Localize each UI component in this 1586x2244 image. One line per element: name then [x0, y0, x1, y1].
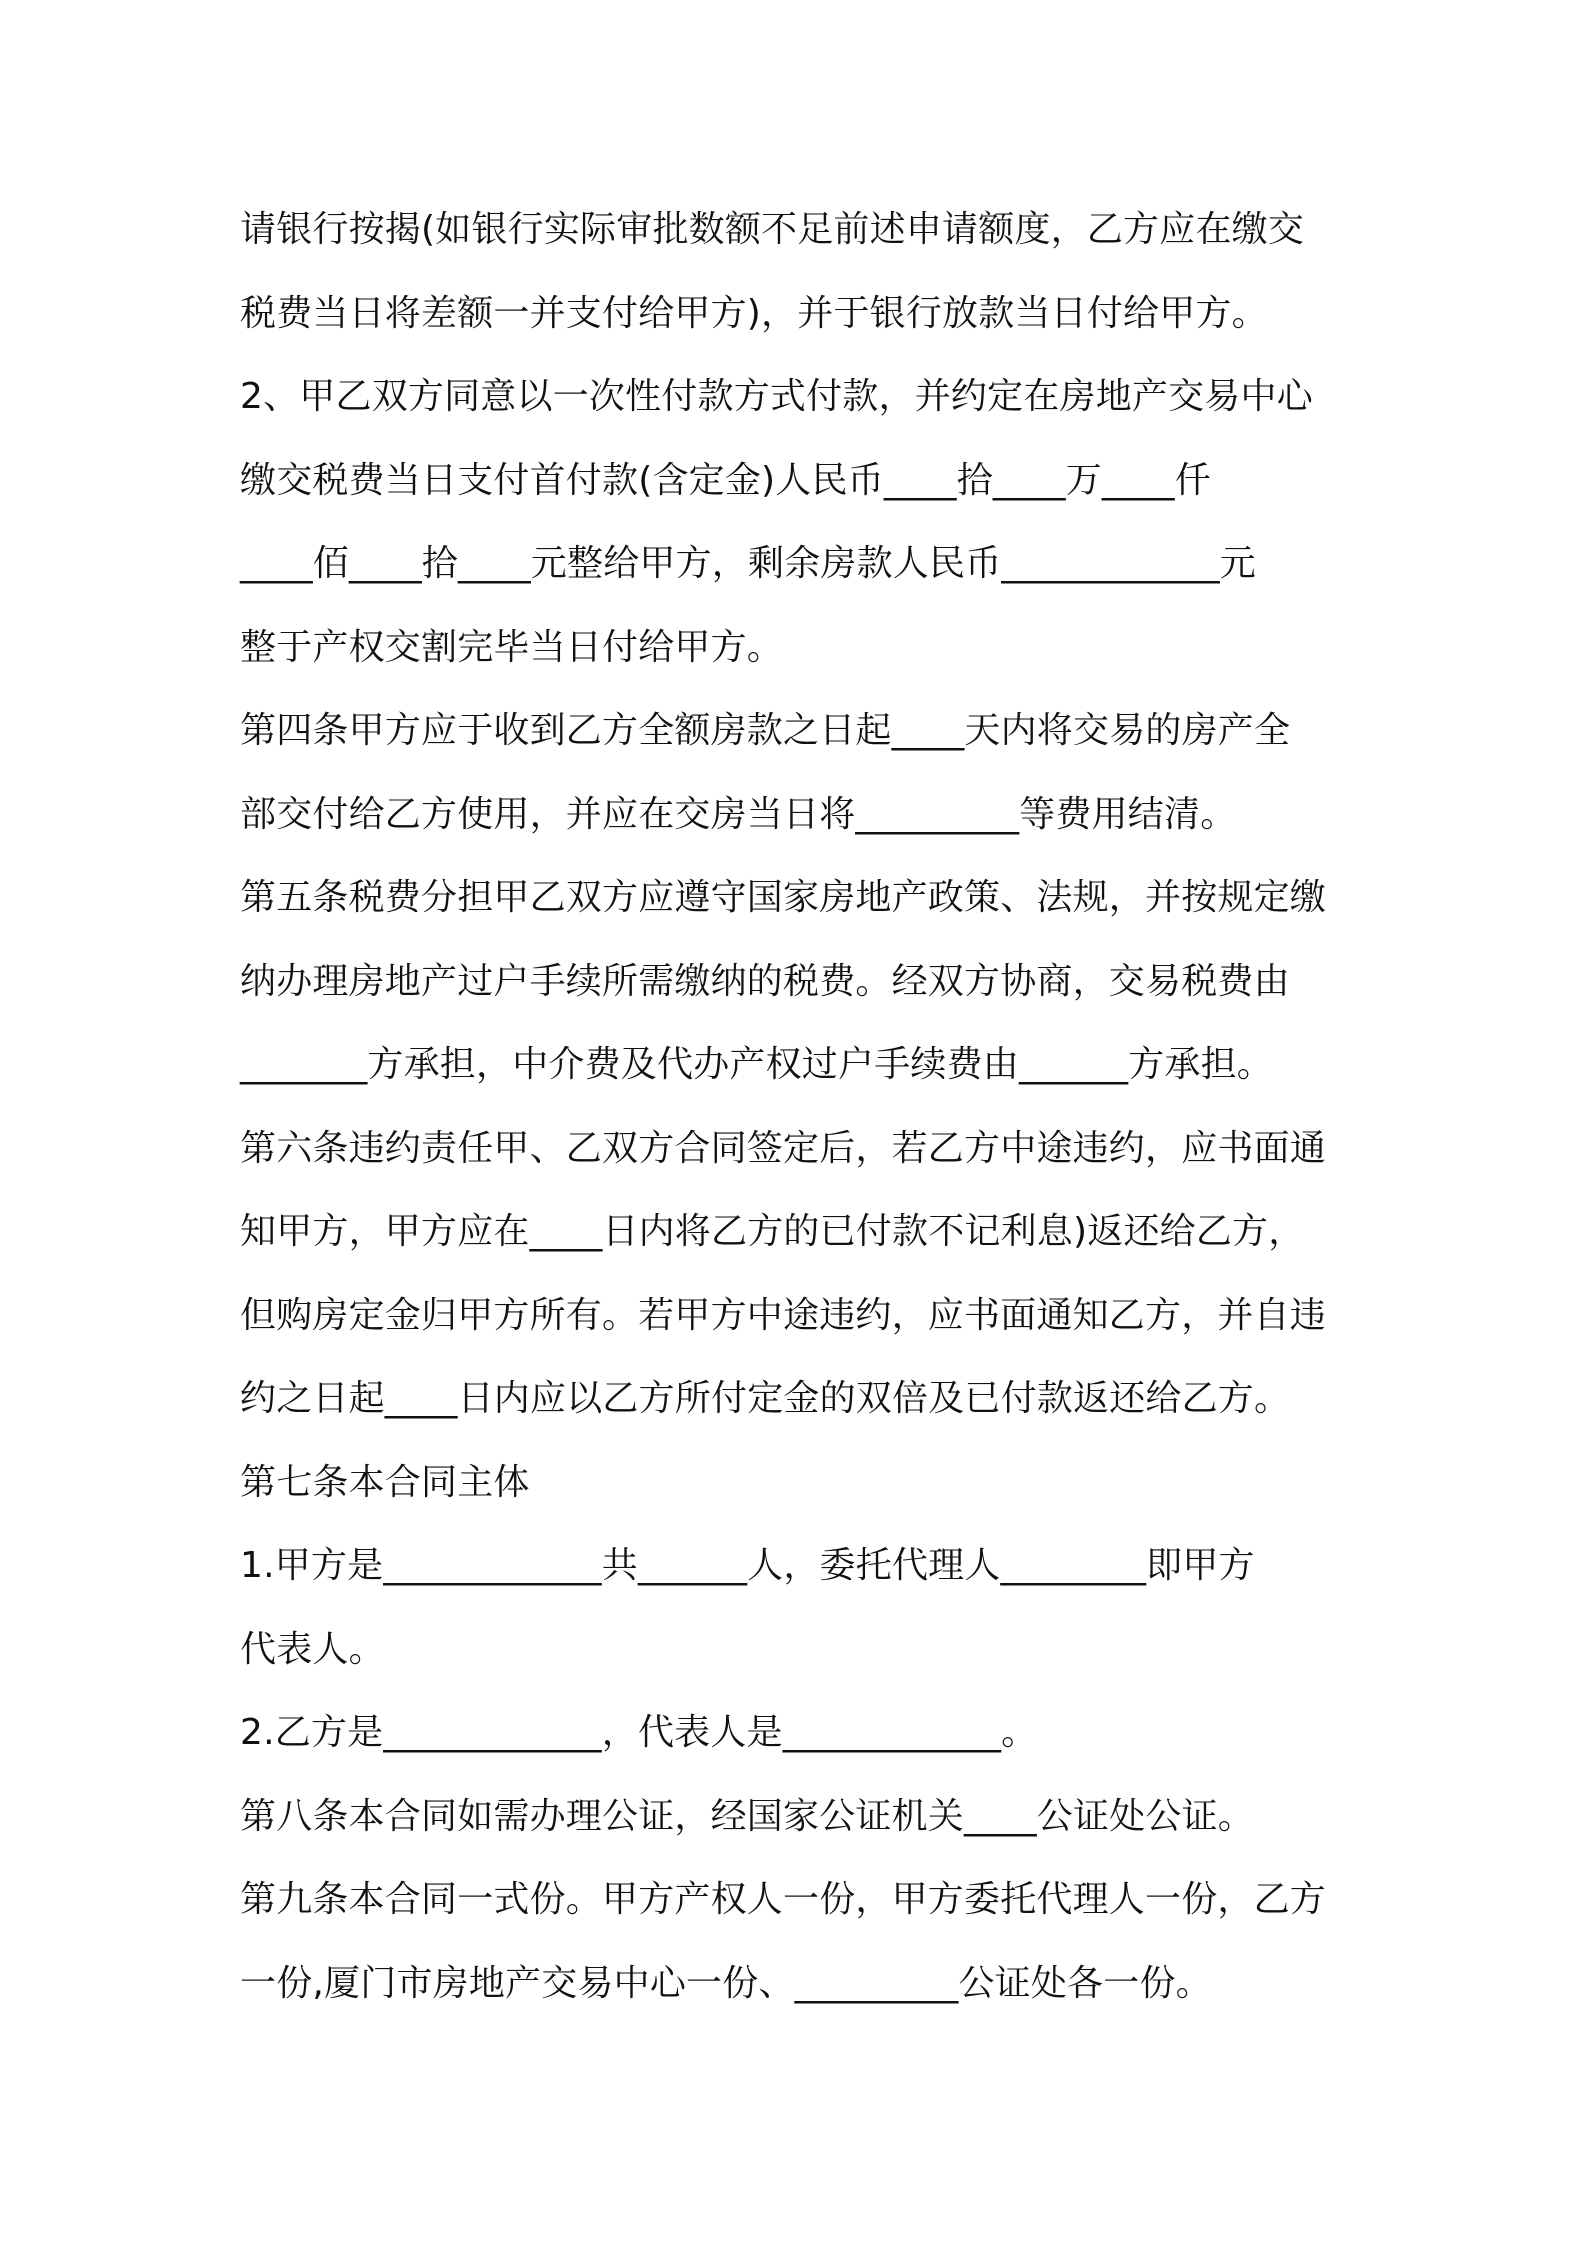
text-line: 第六条违约责任甲、乙双方合同签定后，若乙方中途违约，应书面通: [240, 1127, 1327, 1169]
text-line: ____佰____拾____元整给甲方，剩余房款人民币____________元: [240, 543, 1257, 584]
text-line: 2.乙方是____________，代表人是____________。: [240, 1712, 1038, 1753]
text-line: 1.甲方是____________共______人，委托代理人________即甲方: [240, 1545, 1255, 1586]
text-line: 但购房定金归甲方所有。若甲方中途违约，应书面通知乙方，并自违: [240, 1294, 1327, 1336]
text-line: 部交付给乙方使用，并应在交房当日将_________等费用结清。: [240, 793, 1237, 835]
text-line: 第四条甲方应于收到乙方全额房款之日起____天内将交易的房产全: [240, 710, 1291, 751]
text-line: 2、甲乙双方同意以一次性付款方式付款，并约定在房地产交易中心: [240, 376, 1313, 417]
text-line: 知甲方，甲方应在____日内将乙方的已付款不记利息)返还给乙方，: [240, 1211, 1305, 1252]
document-body: [240, 198, 1370, 2035]
text-line: 请银行按揭(如银行实际审批数额不足前述申请额度，乙方应在缴交: [240, 209, 1305, 250]
text-line: 缴交税费当日支付首付款(含定金)人民币____拾____万____仟: [240, 459, 1211, 501]
text-line: 约之日起____日内应以乙方所付定金的双倍及已付款返还给乙方。: [240, 1378, 1291, 1419]
text-line: 税费当日将差额一并支付给甲方)，并于银行放款当日付给甲方。: [240, 292, 1268, 334]
text-line: 整于产权交割完毕当日付给甲方。: [240, 626, 784, 668]
text-line: 第九条本合同一式份。甲方产权人一份，甲方委托代理人一份，乙方: [240, 1879, 1327, 1920]
text-line: 第八条本合同如需办理公证，经国家公证机关____公证处公证。: [240, 1795, 1255, 1837]
text-line: 一份,厦门市房地产交易中心一份、_________公证处各一份。: [240, 1962, 1212, 2004]
text-line: 纳办理房地产过户手续所需缴纳的税费。经双方协商，交易税费由: [240, 960, 1290, 1002]
text-line: _______方承担，中介费及代办产权过户手续费由______方承担。: [240, 1044, 1274, 1085]
text-line: 第五条税费分担甲乙双方应遵守国家房地产政策、法规，并按规定缴: [240, 877, 1327, 918]
text-line: 第七条本合同主体: [240, 1461, 530, 1503]
text-line: 代表人。: [240, 1628, 385, 1670]
